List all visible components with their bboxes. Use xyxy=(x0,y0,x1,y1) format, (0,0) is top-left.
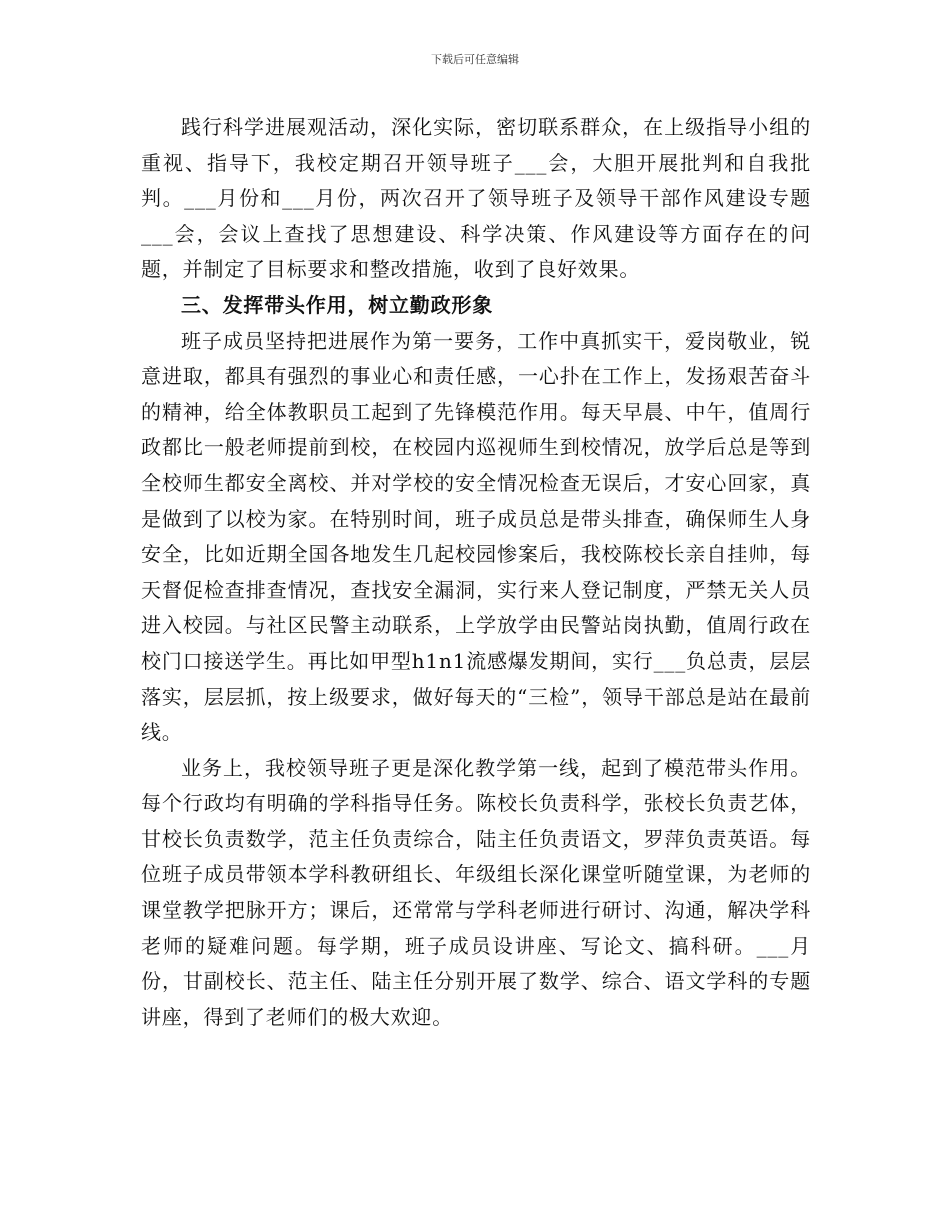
paragraph-self-criticism: 践行科学进展观活动，深化实际，密切联系群众，在上级指导小组的重视、指导下，我校定期召开领导班子___会，大胆开展批判和自我批判。___月份和___月份，两次召开了领导班子及领导干部作风建设专题___会，会议上查找了思想建设、科学决策、作风建设等方面存在的问题，并制定了目标要求和整改措施，收到了良好效果。 xyxy=(141,115,811,282)
page-header: 下载后可任意编辑 xyxy=(431,53,519,66)
section-heading: 三、发挥带头作用，树立勤政形象 xyxy=(181,292,493,317)
paragraph-leadership-example: 班子成员坚持把进展作为第一要务，工作中真抓实干，爱岗敬业，锐意进取，都具有强烈的事业心和责任感，一心扑在工作上，发扬艰苦奋斗的精神，给全体教职员工起到了先锋模范作用。每天早晨、中午，值周行政都比一般老师提前到校，在校园内巡视师生到校情况，放学后总是等到全校师生都安全离校、并对学校的安全情况检查无误后，才安心回家，真是做到了以校为家。在特别时间，班子成员总是带头排查，确保师生人身安全，比如近期全国各地发生几起校园惨案后，我校陈校长亲自挂帅，每天督促检查排查情况，查找安全漏洞，实行来人登记制度，严禁无关人员进入校园。与社区民警主动联系，上学放学由民警站岗执勤，值周行政在校门口接送学生。再比如甲型h1n1流感爆发期间，实行___负总责，层层落实，层层抓，按上级要求，做好每天的“三检”，领导干部总是站在最前线。 xyxy=(141,328,811,745)
document-body xyxy=(141,110,811,1035)
paragraph-teaching-frontline: 业务上，我校领导班子更是深化教学第一线，起到了模范带头作用。每个行政均有明确的学科指导任务。陈校长负责科学，张校长负责艺体，甘校长负责数学，范主任负责综合，陆主任负责语文，罗萍负责英语。每位班子成员带领本学科教研组长、年级组长深化课堂听随堂课，为老师的课堂教学把脉开方；课后，还常常与学科老师进行研讨、沟通，解决学科老师的疑难问题。每学期，班子成员设讲座、写论文、搞科研。___月份，甘副校长、范主任、陆主任分别开展了数学、综合、语文学科的专题讲座，得到了老师们的极大欢迎。 xyxy=(141,755,811,1029)
